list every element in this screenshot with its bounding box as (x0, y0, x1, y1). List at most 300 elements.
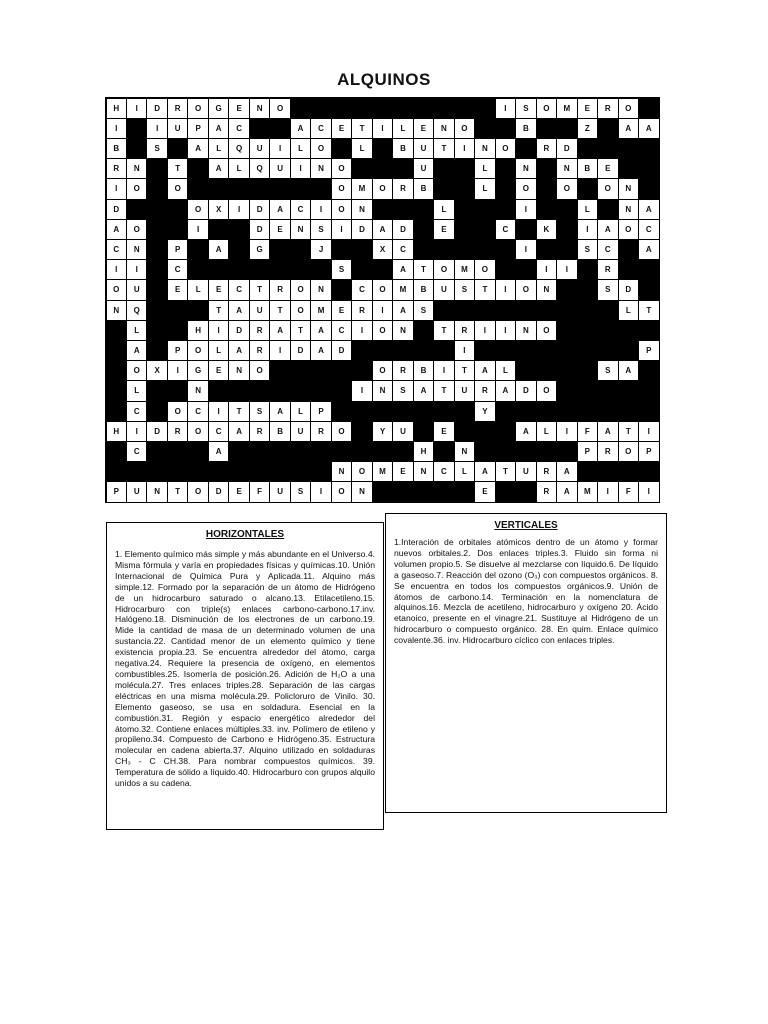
grid-cell (290, 380, 311, 401)
grid-cell: A (556, 461, 577, 482)
grid-cell: N (556, 158, 577, 179)
grid-cell (126, 461, 147, 482)
grid-cell: I (495, 98, 516, 119)
grid-cell: R (249, 421, 270, 442)
grid-cell: I (269, 340, 290, 361)
grid-cell (474, 98, 495, 119)
grid-cell: A (597, 421, 618, 442)
grid-cell: T (167, 481, 188, 502)
grid-cell: C (290, 199, 311, 220)
grid-cell: N (331, 461, 352, 482)
grid-cell: G (208, 98, 229, 119)
grid-cell: N (515, 320, 536, 341)
grid-cell: T (228, 401, 249, 422)
grid-cell (556, 199, 577, 220)
grid-cell (495, 259, 516, 280)
grid-cell (146, 441, 167, 462)
grid-cell: P (577, 441, 598, 462)
grid-cell (310, 441, 331, 462)
horizontal-clues-heading: HORIZONTALES (205, 529, 285, 540)
grid-cell: A (413, 380, 434, 401)
grid-cell (187, 300, 208, 321)
grid-cell: I (597, 481, 618, 502)
grid-cell (556, 401, 577, 422)
grid-cell: E (433, 421, 454, 442)
grid-cell: I (310, 481, 331, 502)
grid-cell: Y (372, 421, 393, 442)
grid-cell: E (413, 118, 434, 139)
grid-cell (474, 199, 495, 220)
grid-cell: A (269, 401, 290, 422)
grid-cell (515, 340, 536, 361)
grid-cell: O (618, 98, 639, 119)
grid-cell (167, 199, 188, 220)
grid-cell: B (413, 178, 434, 199)
grid-cell (454, 219, 475, 240)
grid-cell: R (106, 158, 127, 179)
grid-cell (556, 300, 577, 321)
grid-cell: U (290, 421, 311, 442)
grid-cell (638, 279, 659, 300)
grid-cell (249, 441, 270, 462)
grid-cell: A (372, 219, 393, 240)
grid-cell (638, 320, 659, 341)
grid-cell: B (577, 158, 598, 179)
grid-cell (536, 300, 557, 321)
grid-cell (577, 259, 598, 280)
grid-cell: D (228, 320, 249, 341)
grid-cell (228, 380, 249, 401)
grid-cell: D (392, 219, 413, 240)
grid-cell (167, 441, 188, 462)
grid-cell: D (106, 199, 127, 220)
grid-cell: I (126, 259, 147, 280)
grid-cell: T (290, 320, 311, 341)
vertical-clues-text: 1.Interación de orbitales atómicos dentro de un átomo y formar nuevos orbitales.2. Dos enlaces triples.3. Fluido sin forma ni volumen propio.5. Se disuelve al mezclarse con líquido.6. De líquido a gaseoso.7. Reacción del ozono (O₃) con compuestos orgánicos. 8. Se encuentra en todos los compuestos orgánicos.9. Unión de átomos de carbono.14. Terminación en la nomenclatura de alquinos.16. Mezcla de acetileno, hidrocarburo y oxígeno 20. Ácido etanoico, presente en el vinagre.21. Sustituye al Hidrógeno de un hidrocarburo o compuesto orgánico. 28. En quim. Enlace químico covalente.36. inv. Hidrocarburo cíclico con enlaces triples. (394, 537, 658, 646)
grid-cell (269, 461, 290, 482)
grid-cell: I (495, 279, 516, 300)
grid-cell: O (187, 481, 208, 502)
grid-cell: N (228, 360, 249, 381)
grid-cell: O (331, 199, 352, 220)
grid-cell: R (597, 98, 618, 119)
grid-cell: A (618, 118, 639, 139)
grid-cell: R (536, 138, 557, 159)
grid-cell (372, 259, 393, 280)
grid-cell: I (310, 199, 331, 220)
grid-cell: I (290, 158, 311, 179)
grid-cell: L (618, 300, 639, 321)
grid-cell: C (351, 279, 372, 300)
grid-cell: N (310, 158, 331, 179)
grid-cell (495, 118, 516, 139)
grid-cell: O (433, 259, 454, 280)
grid-cell: R (167, 98, 188, 119)
grid-cell: O (187, 340, 208, 361)
grid-cell (515, 481, 536, 502)
grid-cell: E (577, 98, 598, 119)
grid-cell (372, 138, 393, 159)
grid-cell (372, 158, 393, 179)
grid-cell: I (126, 421, 147, 442)
grid-cell: L (290, 138, 311, 159)
grid-cell (331, 138, 352, 159)
grid-cell: F (577, 421, 598, 442)
grid-cell: R (536, 461, 557, 482)
grid-cell (146, 340, 167, 361)
grid-cell: P (106, 481, 127, 502)
grid-cell: I (331, 219, 352, 240)
grid-cell: O (454, 118, 475, 139)
grid-cell (310, 461, 331, 482)
grid-cell: U (454, 380, 475, 401)
grid-cell: F (249, 481, 270, 502)
grid-cell (433, 300, 454, 321)
grid-cell: D (556, 138, 577, 159)
grid-cell (454, 239, 475, 260)
grid-cell: N (290, 219, 311, 240)
grid-cell (618, 340, 639, 361)
grid-cell: T (433, 320, 454, 341)
grid-cell: K (536, 219, 557, 240)
grid-cell (249, 178, 270, 199)
grid-cell (556, 279, 577, 300)
grid-cell (146, 199, 167, 220)
grid-cell: C (597, 239, 618, 260)
grid-cell: C (392, 239, 413, 260)
grid-cell: L (536, 421, 557, 442)
grid-cell: O (618, 219, 639, 240)
grid-cell (310, 360, 331, 381)
grid-cell (433, 158, 454, 179)
grid-cell (515, 138, 536, 159)
grid-cell (413, 481, 434, 502)
grid-cell (618, 239, 639, 260)
grid-cell: O (536, 98, 557, 119)
grid-cell (413, 401, 434, 422)
grid-cell: N (187, 380, 208, 401)
grid-cell: T (433, 138, 454, 159)
grid-cell (392, 199, 413, 220)
grid-cell: Z (577, 118, 598, 139)
grid-cell: L (392, 118, 413, 139)
grid-cell (167, 300, 188, 321)
grid-cell (638, 178, 659, 199)
grid-cell (167, 138, 188, 159)
grid-cell (515, 360, 536, 381)
grid-cell (597, 300, 618, 321)
grid-cell (536, 178, 557, 199)
grid-cell: E (433, 219, 454, 240)
grid-cell (454, 401, 475, 422)
grid-cell (495, 158, 516, 179)
grid-cell (106, 360, 127, 381)
grid-cell (536, 239, 557, 260)
grid-cell (392, 98, 413, 119)
grid-cell: O (536, 320, 557, 341)
grid-cell (392, 481, 413, 502)
grid-cell (146, 461, 167, 482)
grid-cell: A (228, 300, 249, 321)
grid-cell: L (577, 199, 598, 220)
grid-cell: R (167, 421, 188, 442)
grid-cell: R (351, 300, 372, 321)
grid-cell: Q (249, 158, 270, 179)
grid-cell (536, 118, 557, 139)
grid-cell (290, 178, 311, 199)
grid-cell: R (310, 421, 331, 442)
grid-cell: O (126, 219, 147, 240)
grid-cell: D (290, 340, 311, 361)
grid-cell: I (126, 98, 147, 119)
grid-cell (208, 380, 229, 401)
grid-cell (577, 401, 598, 422)
grid-cell (269, 380, 290, 401)
grid-cell: N (146, 481, 167, 502)
grid-cell (187, 178, 208, 199)
grid-cell: A (269, 199, 290, 220)
grid-cell: I (351, 320, 372, 341)
grid-cell: U (167, 118, 188, 139)
grid-cell (106, 320, 127, 341)
grid-cell (556, 118, 577, 139)
grid-cell: I (106, 259, 127, 280)
grid-cell: A (228, 340, 249, 361)
grid-cell (187, 158, 208, 179)
grid-cell (536, 360, 557, 381)
grid-cell: C (187, 401, 208, 422)
grid-cell: R (249, 340, 270, 361)
grid-cell: O (515, 178, 536, 199)
grid-cell: D (249, 199, 270, 220)
grid-cell: I (515, 199, 536, 220)
grid-cell: R (474, 380, 495, 401)
grid-cell: U (269, 158, 290, 179)
grid-cell (577, 279, 598, 300)
grid-cell: P (167, 340, 188, 361)
grid-cell: P (638, 441, 659, 462)
grid-cell (433, 401, 454, 422)
grid-cell: L (454, 461, 475, 482)
grid-cell (351, 441, 372, 462)
grid-cell: X (372, 239, 393, 260)
grid-cell: S (515, 98, 536, 119)
grid-cell: A (515, 421, 536, 442)
grid-cell (126, 199, 147, 220)
grid-cell: S (290, 481, 311, 502)
grid-cell: A (290, 118, 311, 139)
grid-cell: T (433, 380, 454, 401)
grid-cell: O (167, 401, 188, 422)
grid-cell: S (413, 300, 434, 321)
grid-cell: I (228, 199, 249, 220)
grid-cell: E (167, 279, 188, 300)
vertical-clues-box (385, 513, 667, 813)
grid-cell (351, 158, 372, 179)
grid-cell: T (454, 360, 475, 381)
grid-cell: A (638, 199, 659, 220)
grid-cell (577, 138, 598, 159)
grid-cell (577, 178, 598, 199)
grid-cell: R (454, 320, 475, 341)
grid-cell: L (474, 158, 495, 179)
grid-cell (597, 320, 618, 341)
grid-cell (249, 118, 270, 139)
grid-cell: T (249, 279, 270, 300)
grid-cell: N (536, 279, 557, 300)
grid-cell (351, 239, 372, 260)
grid-cell: A (392, 259, 413, 280)
grid-cell (433, 340, 454, 361)
grid-cell: N (515, 158, 536, 179)
grid-cell: U (433, 279, 454, 300)
grid-cell (474, 340, 495, 361)
grid-cell: I (474, 320, 495, 341)
grid-cell (208, 219, 229, 240)
grid-cell: L (495, 360, 516, 381)
grid-cell (187, 441, 208, 462)
grid-cell (269, 360, 290, 381)
grid-cell: O (187, 98, 208, 119)
grid-cell (638, 380, 659, 401)
grid-cell (167, 380, 188, 401)
grid-cell (433, 481, 454, 502)
grid-cell: S (146, 138, 167, 159)
grid-cell (474, 421, 495, 442)
grid-cell (208, 461, 229, 482)
grid-cell (106, 441, 127, 462)
grid-cell (372, 401, 393, 422)
grid-cell: L (208, 138, 229, 159)
grid-cell: O (331, 178, 352, 199)
grid-cell (310, 380, 331, 401)
grid-cell: I (187, 219, 208, 240)
grid-cell: A (208, 441, 229, 462)
grid-cell (208, 178, 229, 199)
grid-cell (638, 138, 659, 159)
grid-cell: T (269, 300, 290, 321)
grid-cell (167, 461, 188, 482)
grid-cell (454, 178, 475, 199)
grid-cell (290, 461, 311, 482)
grid-cell (556, 239, 577, 260)
grid-cell: C (228, 279, 249, 300)
grid-cell (638, 259, 659, 280)
grid-cell (454, 481, 475, 502)
grid-cell: S (392, 380, 413, 401)
grid-cell: T (167, 158, 188, 179)
grid-cell: L (351, 138, 372, 159)
grid-cell: E (228, 98, 249, 119)
grid-cell (392, 158, 413, 179)
grid-cell (495, 199, 516, 220)
grid-cell: U (515, 461, 536, 482)
grid-cell (515, 219, 536, 240)
grid-cell: I (556, 421, 577, 442)
grid-cell: I (638, 421, 659, 442)
grid-cell (454, 98, 475, 119)
grid-cell: N (454, 441, 475, 462)
grid-cell: I (515, 239, 536, 260)
grid-cell: M (556, 98, 577, 119)
grid-cell: T (351, 118, 372, 139)
grid-cell (454, 421, 475, 442)
grid-cell (331, 401, 352, 422)
grid-cell (597, 461, 618, 482)
grid-cell (146, 158, 167, 179)
grid-cell: G (249, 239, 270, 260)
grid-cell (228, 259, 249, 280)
grid-cell: C (310, 118, 331, 139)
grid-cell (454, 158, 475, 179)
puzzle-title: ALQUINOS (337, 70, 431, 89)
grid-cell: A (187, 138, 208, 159)
grid-cell: I (208, 401, 229, 422)
grid-cell: L (187, 279, 208, 300)
grid-cell: L (474, 178, 495, 199)
grid-cell (372, 98, 393, 119)
grid-cell (331, 98, 352, 119)
grid-cell: D (208, 481, 229, 502)
grid-cell (228, 178, 249, 199)
grid-cell: N (351, 481, 372, 502)
grid-cell: H (413, 441, 434, 462)
grid-cell: S (454, 279, 475, 300)
grid-cell: B (106, 138, 127, 159)
grid-cell: I (106, 118, 127, 139)
grid-cell (577, 340, 598, 361)
grid-cell (433, 441, 454, 462)
vertical-clues-heading: VERTICALES (494, 520, 558, 531)
grid-cell: D (515, 380, 536, 401)
grid-cell: N (351, 199, 372, 220)
grid-cell: B (413, 360, 434, 381)
grid-cell (413, 320, 434, 341)
grid-cell: S (597, 279, 618, 300)
grid-cell (290, 441, 311, 462)
grid-cell (495, 401, 516, 422)
grid-cell: A (597, 219, 618, 240)
grid-cell (146, 401, 167, 422)
grid-cell: U (413, 138, 434, 159)
grid-cell: A (310, 320, 331, 341)
grid-cell: I (167, 360, 188, 381)
grid-cell (474, 239, 495, 260)
grid-cell: L (228, 158, 249, 179)
grid-cell (146, 239, 167, 260)
grid-cell (413, 239, 434, 260)
grid-cell: A (474, 461, 495, 482)
grid-cell (597, 380, 618, 401)
grid-cell (577, 300, 598, 321)
grid-cell (106, 461, 127, 482)
grid-cell: B (515, 118, 536, 139)
grid-cell (372, 481, 393, 502)
crossword-grid (105, 97, 660, 503)
grid-cell (146, 219, 167, 240)
grid-cell: D (146, 421, 167, 442)
grid-cell: E (269, 219, 290, 240)
grid-cell (454, 199, 475, 220)
grid-cell: E (331, 118, 352, 139)
grid-cell: O (331, 158, 352, 179)
grid-cell: A (269, 320, 290, 341)
grid-cell (310, 98, 331, 119)
grid-cell (146, 279, 167, 300)
grid-cell: C (331, 320, 352, 341)
grid-cell: N (474, 138, 495, 159)
grid-cell: O (372, 320, 393, 341)
